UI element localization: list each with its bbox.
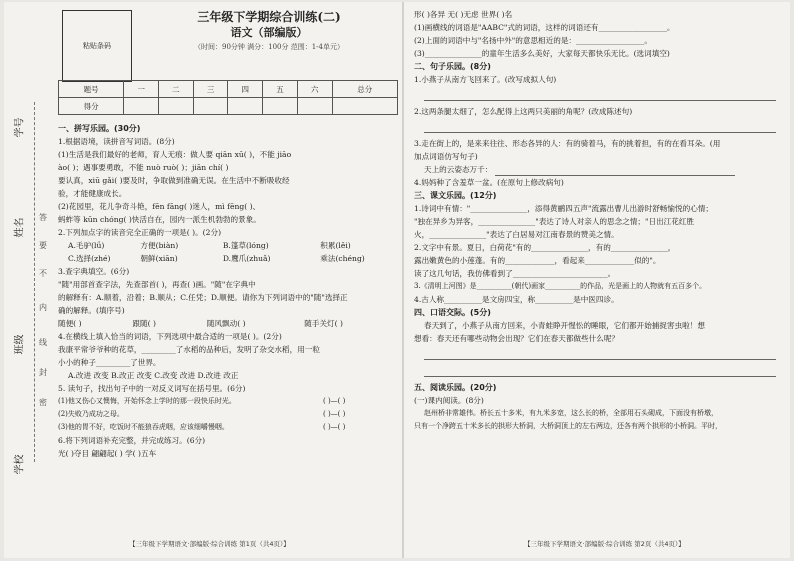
answer-line[interactable] bbox=[424, 347, 776, 360]
score-header-cell: 题号 bbox=[59, 81, 124, 98]
exam-title: 三年级下学期综合训练(二) bbox=[197, 10, 341, 24]
question-line: "独在异乡为异客，_______________"表达了诗人对亲人的思念之情；"日出江花红胜 bbox=[414, 217, 695, 226]
question-line: 要认真，xiū gǎi( )要及时，争取做到准确无误。在生活中不断吸收经 bbox=[58, 176, 290, 185]
question-line: 小小的种子_________了世界。 bbox=[58, 358, 161, 367]
seal-char: 封 bbox=[39, 368, 47, 377]
question: 2.下列加点字的读音完全正确的一项是( )。(2分) bbox=[58, 228, 222, 237]
reading-passage: 赵州桥非常雄伟。桥长五十多米，有九米多宽，这么长的桥，全部用石头砌成，下面没有桥墩， bbox=[424, 409, 718, 417]
score-header-cell: 六 bbox=[297, 81, 332, 98]
question: 6.将下列词语补充完整，并完成练习。(6分) bbox=[58, 436, 206, 445]
question-line: 确的解释。(填序号) bbox=[58, 306, 125, 315]
exam-subtitle: 语文（部编版） bbox=[230, 26, 308, 39]
option: D.鹰爪(zhuǎ) bbox=[222, 254, 271, 263]
question: 1.小燕子从南方飞回来了。(改写成拟人句) bbox=[414, 75, 557, 84]
question-line: (2)花园里，花儿争奇斗艳，fēn fāng( )迷人，mì fēng( )、 bbox=[58, 202, 261, 211]
label-name: 姓名 bbox=[14, 217, 26, 238]
question-line: 想看：春天还有哪些动物会出现？它们在春天都做些什么呢？ bbox=[414, 334, 620, 343]
score-cell[interactable] bbox=[332, 98, 397, 115]
question-line: (1)生活是我们最好的老师，育人无痕：做人要 qiān xū( )，不能 jiāo bbox=[58, 150, 292, 159]
question-line: 验，才能健康成长。 bbox=[58, 189, 127, 198]
question: 5. 读句子，找出句子中的一对反义词写在括号里。(6分) bbox=[58, 384, 246, 393]
question-line: 2.文字中有景。夏日，白荷花"有的_______________，有的_______________， bbox=[414, 243, 676, 252]
sentence: (2)失败乃成功之母。 bbox=[58, 410, 124, 418]
question-line: "随"用部首查字法，先查部首( )，再查( )画。"随"在字典中 bbox=[58, 280, 256, 289]
subsection-heading: (一)课内阅读。(8分) bbox=[414, 396, 484, 405]
option: 积累(lěi) bbox=[320, 241, 351, 250]
section-heading: 四、口语交际。(5分) bbox=[414, 308, 491, 317]
sentence: (1)他又伤心又懊悔，开始怀念上学时的那一段快乐时光。 bbox=[58, 397, 236, 405]
question-line: 露出嫩黄色的小莲蓬。有的_____________，看起来_____________似的"。 bbox=[414, 256, 661, 265]
question-line: (1)画横线的词语是"AABC"式的词语，这样的词语还有__________________。 bbox=[414, 23, 675, 32]
option: 方便(biàn) bbox=[140, 241, 179, 250]
seal-char: 答 bbox=[39, 213, 47, 222]
seal-char: 要 bbox=[39, 241, 47, 250]
section-heading: 一、拼写乐园。(30分) bbox=[58, 124, 141, 133]
question-line: 3.《清明上河图》是__________(朝代)画家__________的作品，光是画上的人物就有五百多个。 bbox=[414, 282, 707, 290]
question: 3.查字典填空。(6分) bbox=[58, 267, 130, 276]
blank-item: 跟随( ) bbox=[132, 319, 156, 328]
score-cell[interactable] bbox=[193, 98, 228, 115]
answer-line[interactable] bbox=[424, 88, 776, 101]
blank-item: 随便( ) bbox=[58, 319, 82, 328]
score-row bbox=[59, 98, 398, 115]
barcode-box bbox=[62, 10, 132, 82]
option-row bbox=[58, 239, 398, 252]
score-cell[interactable] bbox=[159, 98, 194, 115]
question-line bbox=[414, 163, 784, 176]
score-cell[interactable] bbox=[263, 98, 298, 115]
antonym-blank[interactable]: ( )—( ) bbox=[323, 423, 346, 431]
question-line: 读了这几句话，我仿佛看到了_________________________。 bbox=[414, 269, 616, 278]
question: 1.根据语境，读拼音写词语。(8分) bbox=[58, 137, 175, 146]
score-header-cell: 五 bbox=[263, 81, 298, 98]
barcode-label: 粘贴条码 bbox=[83, 42, 111, 50]
answer-line[interactable] bbox=[495, 165, 735, 176]
label-class: 班级 bbox=[14, 334, 26, 355]
score-table bbox=[58, 80, 398, 115]
score-cell[interactable] bbox=[124, 98, 159, 115]
option-row: A.改进 改变 B.改正 改变 C.改变 改进 D.改进 改正 bbox=[68, 371, 239, 380]
label-student-no: 学号 bbox=[14, 117, 26, 138]
section-heading: 二、句子乐园。(8分) bbox=[414, 62, 491, 71]
reading-passage: 只有一个净跨五十米多长的拱形大桥洞，大桥洞顶上的左右两边，还各有两个拱形的小桥洞。平时， bbox=[414, 422, 722, 430]
question-line: (3)_______________的童年生活多么美好，大家每天都快乐无比。(选词填空) bbox=[414, 49, 670, 58]
option: C.选择(zhé) bbox=[68, 254, 111, 263]
question-line: 形( )各异 无( )无虑 世界( )名 bbox=[414, 10, 513, 19]
option: 乘法(chéng) bbox=[320, 254, 365, 263]
question: 4.在横线上填入恰当的词语，下列选项中最合适的一项是( )。(2分) bbox=[58, 332, 282, 341]
question-line: 光( )夺目 翩翩起( ) 学( )五车 bbox=[58, 449, 157, 458]
question: 3.走在街上的，是来来往往、形态各异的人：有的骑着马，有的挑着担，有的在看耳朵。(用 bbox=[414, 139, 721, 148]
exam-sheet bbox=[4, 2, 790, 558]
blank-item: 随手关灯( ) bbox=[304, 319, 343, 328]
sentence: (3)他的胃不好，吃饭时不能狼吞虎咽，应该细嚼慢咽。 bbox=[58, 423, 229, 431]
question-line: 4.古人称__________是文房四宝，称__________是中医四诊。 bbox=[414, 295, 619, 304]
option: 朝鲜(xiān) bbox=[140, 254, 178, 263]
option: B.篷草(lóng) bbox=[222, 241, 269, 250]
question-line: ào( )；遇事要勇敢，不能 nuò ruò( )；jiān chí( ) bbox=[58, 163, 229, 172]
option: A.毛驴(lǘ) bbox=[68, 241, 105, 250]
score-header-cell: 四 bbox=[228, 81, 263, 98]
question-line: 我康平常爷爷种的花草，_________了水稻的品种后，发明了杂交水稻，用一粒 bbox=[58, 345, 320, 354]
score-row-label: 得分 bbox=[59, 98, 124, 115]
seal-char: 密 bbox=[39, 398, 47, 407]
question: 4.妈妈种了含羞草一盆。(在原句上修改病句) bbox=[414, 178, 564, 187]
score-cell[interactable] bbox=[297, 98, 332, 115]
score-header-cell: 总分 bbox=[332, 81, 397, 98]
option-row bbox=[58, 252, 398, 265]
question-line: 加点词语仿写句子) bbox=[414, 152, 478, 161]
label-school: 学校 bbox=[14, 454, 26, 475]
question-line bbox=[58, 421, 398, 434]
exam-meta: （时间：90分钟 满分：100分 范围：1-4单元） bbox=[194, 43, 344, 51]
score-header-cell: 三 bbox=[193, 81, 228, 98]
dashed-seal-line bbox=[34, 102, 35, 462]
answer-line[interactable] bbox=[424, 364, 776, 377]
question-line: 的解释有：A.顺着，沿着；B.顺从；C.任凭；D.顺便。请你为下列词语中的"随"选择正 bbox=[58, 293, 348, 302]
question: 2.这两条腿太细了，怎么配得上这两只美丽的角呢？(改成陈述句) bbox=[414, 107, 633, 116]
page-fold bbox=[402, 2, 404, 558]
sentence: 天上的云姿态万千： bbox=[424, 165, 493, 174]
question-line bbox=[58, 408, 398, 421]
footer-left: 【三年级下学期语文·部编版·综合训练 第1页（共4页）】 bbox=[129, 540, 290, 548]
question-line: 蚂蚱等 kūn chóng( )快活自在，园内一派生机勃勃的景象。 bbox=[58, 215, 261, 224]
seal-char: 线 bbox=[39, 338, 47, 347]
antonym-blank[interactable]: ( )—( ) bbox=[323, 410, 346, 418]
question-line bbox=[58, 395, 398, 408]
score-header-cell: 一 bbox=[124, 81, 159, 98]
score-header-row bbox=[59, 81, 398, 98]
question-line: 1.诗词中有情："_______________，添得黄鹂四五声"流露出曹儿出游时舒畅愉悦的心情； bbox=[414, 204, 713, 213]
score-header-cell: 二 bbox=[159, 81, 194, 98]
left-column bbox=[58, 122, 398, 460]
seal-char: 内 bbox=[39, 303, 47, 312]
right-column bbox=[414, 8, 784, 433]
seal-char: 不 bbox=[39, 269, 47, 278]
section-heading: 五、阅读乐园。(20分) bbox=[414, 383, 497, 392]
question-line: (2)上面的词语中与"名扬中外"的意思相近的是：__________________。 bbox=[414, 36, 652, 45]
question-line: 春天到了，小燕子从南方回来，小青蛙睁开惺忪的睡眼，它们都开始捕捉害虫啦！想 bbox=[424, 321, 705, 330]
footer-right: 【三年级下学期语文·部编版·综合训练 第2页（共4页）】 bbox=[524, 540, 685, 548]
score-cell[interactable] bbox=[228, 98, 263, 115]
blank-item: 随风飘动( ) bbox=[206, 319, 246, 328]
question-line: 火，_______________"表达了白居易对江南春景的赞美之情。 bbox=[414, 230, 619, 239]
section-heading: 三、课文乐园。(12分) bbox=[414, 191, 497, 200]
binding-strip bbox=[4, 2, 52, 558]
answer-line[interactable] bbox=[424, 120, 776, 133]
antonym-blank[interactable]: ( )—( ) bbox=[323, 397, 346, 405]
option-row bbox=[58, 317, 398, 330]
